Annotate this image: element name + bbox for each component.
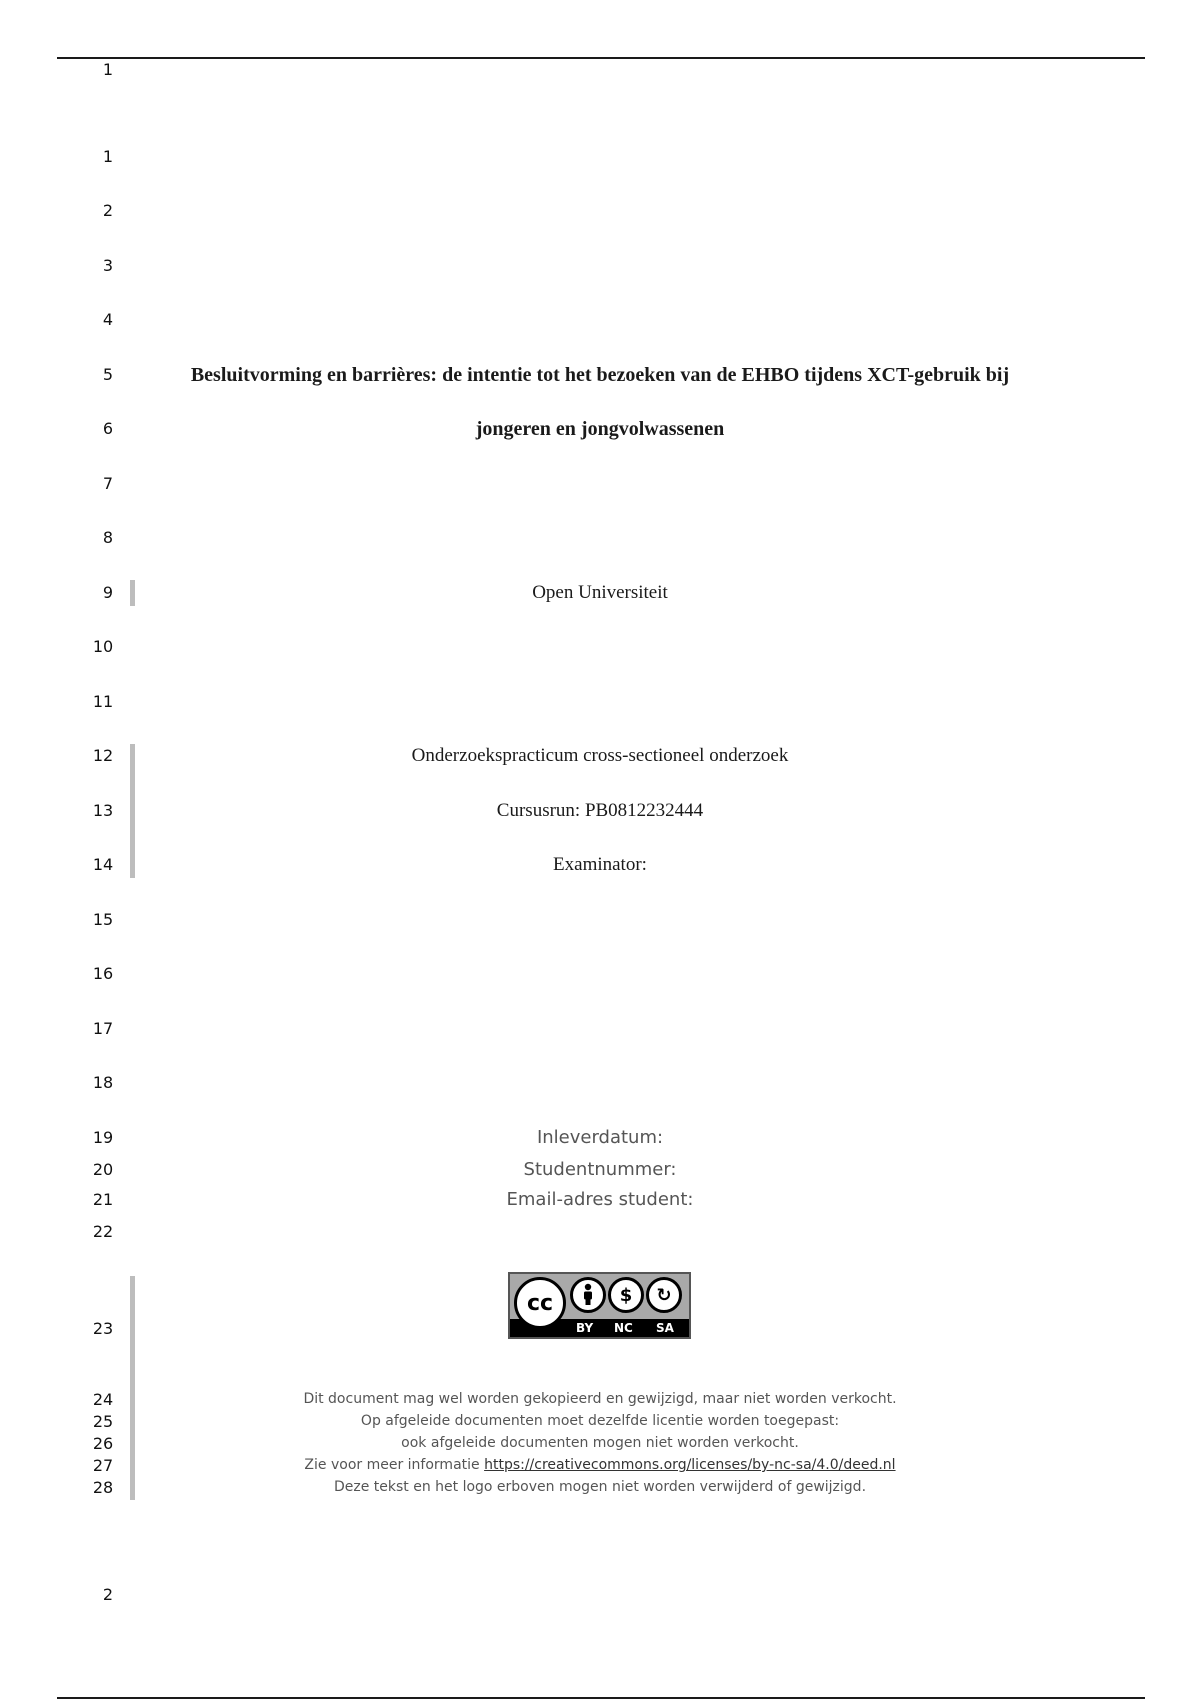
line-number: 25 bbox=[92, 1412, 114, 1431]
page-number-footer: 2 bbox=[102, 1585, 114, 1604]
license-text-line-2: Op afgeleide documenten moet dezelfde licentie worden toegepast: bbox=[360, 1413, 840, 1429]
line-number: 26 bbox=[92, 1434, 114, 1453]
cc-icon: cc bbox=[514, 1277, 566, 1329]
person-icon bbox=[570, 1277, 606, 1313]
license-text-line-4 bbox=[150, 1455, 1050, 1475]
footer-rule bbox=[57, 1697, 1145, 1699]
license-info-prefix: Zie voor meer informatie bbox=[304, 1457, 480, 1473]
cc-sa-label: SA bbox=[656, 1321, 674, 1335]
line-number: 23 bbox=[92, 1319, 114, 1338]
line-number: 24 bbox=[92, 1390, 114, 1409]
line-number: 4 bbox=[102, 310, 114, 329]
course-run: Cursusrun: PB0812232444 bbox=[496, 800, 704, 821]
line-number: 20 bbox=[92, 1160, 114, 1179]
line-number: 21 bbox=[92, 1190, 114, 1209]
examiner-label: Examinator: bbox=[553, 854, 647, 875]
line-number: 3 bbox=[102, 256, 114, 275]
line-number: 17 bbox=[92, 1019, 114, 1038]
cc-nc-label: NC bbox=[614, 1321, 633, 1335]
submission-date-label: Inleverdatum: bbox=[536, 1127, 664, 1148]
line-number: 19 bbox=[92, 1128, 114, 1147]
line-number: 12 bbox=[92, 746, 114, 765]
line-number: 7 bbox=[102, 474, 114, 493]
line-number: 6 bbox=[102, 419, 114, 438]
line-number: 9 bbox=[102, 583, 114, 602]
license-url-link[interactable]: https://creativecommons.org/licenses/by-nc-sa/4.0/deed.nl bbox=[484, 1457, 896, 1473]
change-bar bbox=[130, 744, 135, 878]
line-number: 28 bbox=[92, 1478, 114, 1497]
line-number: 13 bbox=[92, 801, 114, 820]
line-number: 8 bbox=[102, 528, 114, 547]
non-commercial-icon: $ bbox=[608, 1277, 644, 1313]
header-rule bbox=[57, 57, 1145, 59]
line-number: 18 bbox=[92, 1073, 114, 1092]
line-number: 11 bbox=[92, 692, 114, 711]
line-number: 16 bbox=[92, 964, 114, 983]
student-email-label: Email-adres student: bbox=[506, 1189, 694, 1210]
course-name: Onderzoekspracticum cross-sectioneel onderzoek bbox=[411, 745, 789, 766]
license-text-line-1: Dit document mag wel worden gekopieerd en gewijzigd, maar niet worden verkocht. bbox=[303, 1391, 897, 1407]
line-number: 1 bbox=[102, 147, 114, 166]
document-title-line-2: jongeren en jongvolwassenen bbox=[475, 418, 725, 440]
line-number: 10 bbox=[92, 637, 114, 656]
license-text-line-3: ook afgeleide documenten mogen niet worden verkocht. bbox=[401, 1435, 799, 1451]
cc-by-label: BY bbox=[576, 1321, 594, 1335]
line-number: 15 bbox=[92, 910, 114, 929]
institution-name: Open Universiteit bbox=[532, 582, 668, 603]
license-text-line-5: Deze tekst en het logo erboven mogen niet worden verwijderd of gewijzigd. bbox=[333, 1479, 867, 1495]
change-bar bbox=[130, 580, 135, 606]
cc-by-nc-sa-logo bbox=[508, 1272, 691, 1339]
page-number-header: 1 bbox=[102, 60, 114, 79]
document-title-line-1: Besluitvorming en barrières: de intentie tot het bezoeken van de EHBO tijdens XCT-gebruik bij bbox=[190, 364, 1010, 386]
change-bar bbox=[130, 1276, 135, 1500]
line-number: 14 bbox=[92, 855, 114, 874]
student-number-label: Studentnummer: bbox=[523, 1159, 677, 1180]
line-number: 5 bbox=[102, 365, 114, 384]
line-number: 22 bbox=[92, 1222, 114, 1241]
line-number: 2 bbox=[102, 201, 114, 220]
share-alike-icon: ↻ bbox=[646, 1277, 682, 1313]
line-number: 27 bbox=[92, 1456, 114, 1475]
